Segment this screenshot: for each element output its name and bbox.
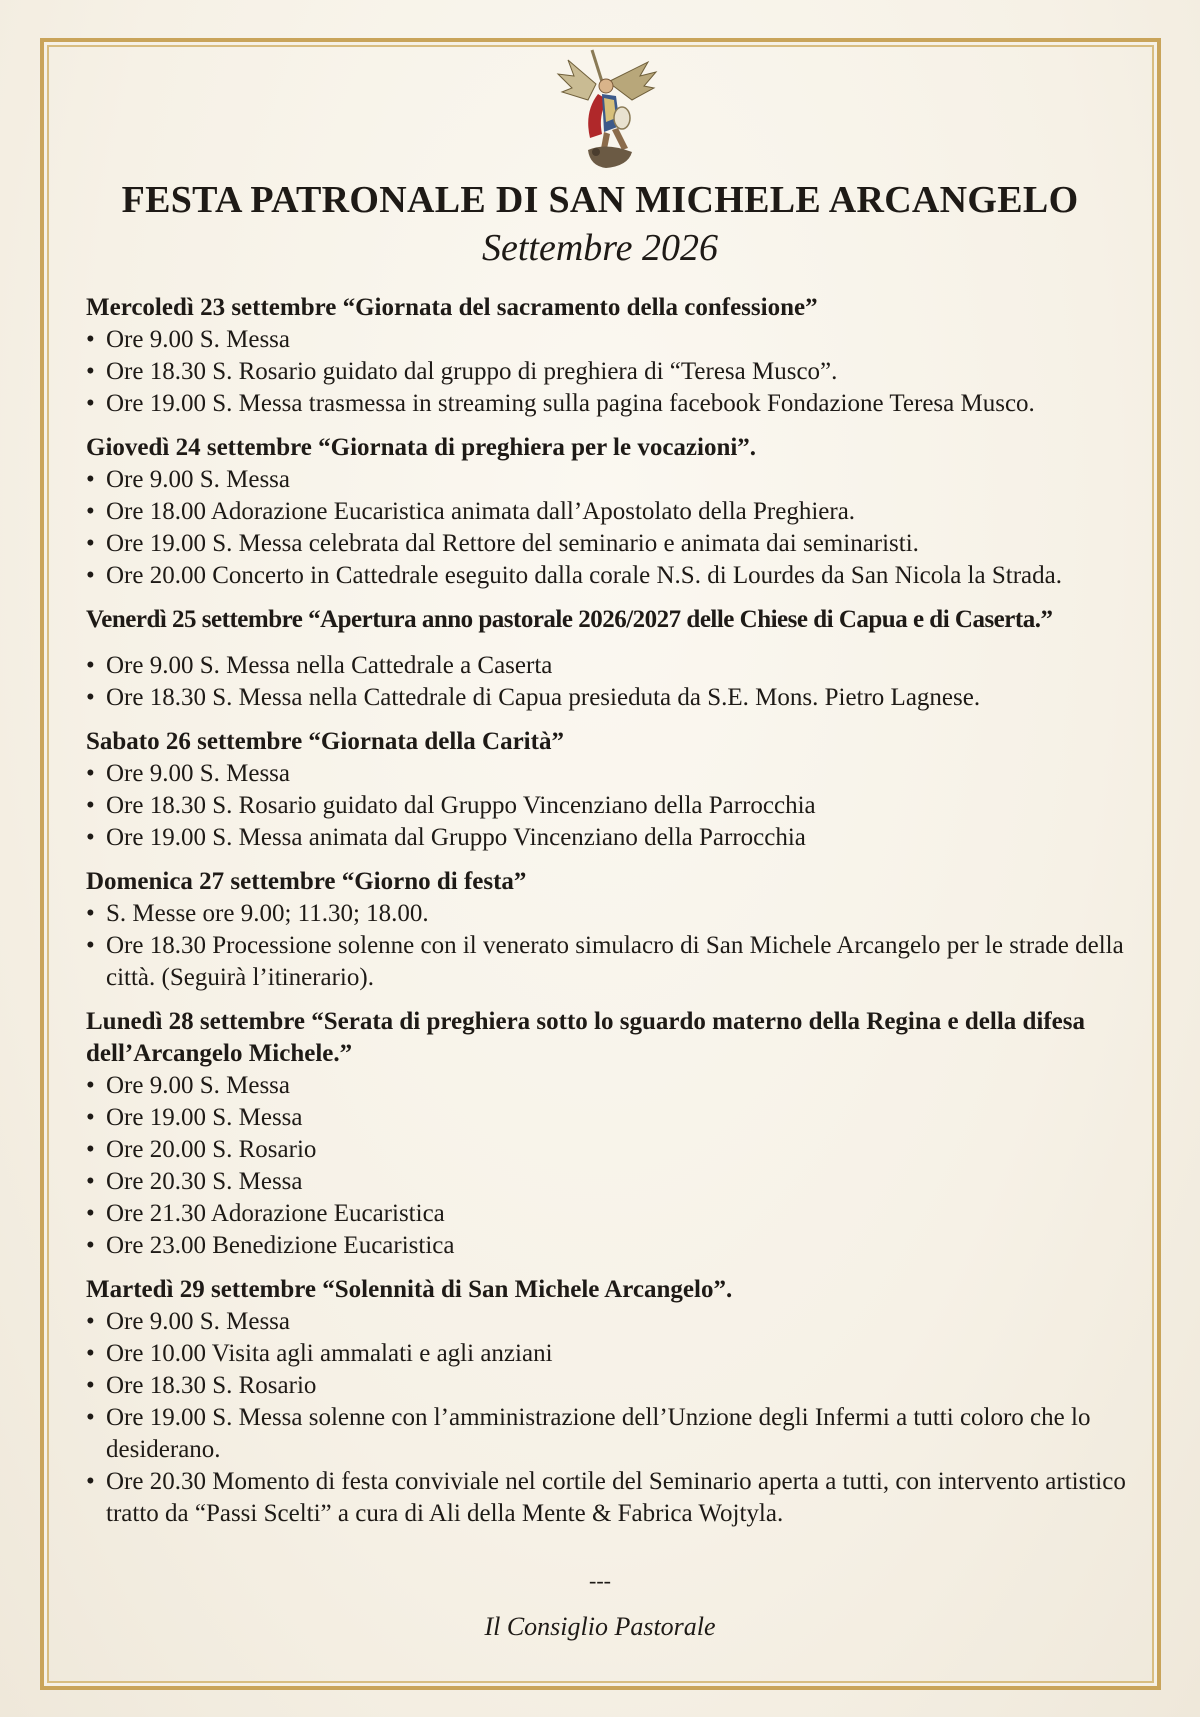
day-heading: Venerdì 25 settembre “Apertura anno pastorale 2026/2027 delle Chiese di Capua e di Caserta.”	[86, 606, 1053, 633]
event-list	[86, 324, 1146, 420]
bullet-icon: •	[86, 1468, 95, 1495]
bullet-icon: •	[86, 390, 95, 417]
day-section	[86, 1274, 1146, 1530]
event-item	[86, 1070, 1146, 1102]
event-text: Ore 10.00 Visita agli ammalati e agli anziani	[106, 1340, 553, 1367]
event-item	[86, 1466, 1146, 1530]
event-text: Ore 20.30 S. Messa	[106, 1168, 303, 1195]
separator: ---	[589, 1568, 611, 1593]
event-item	[86, 1198, 1146, 1230]
day-heading: Sabato 26 settembre “Giornata della Carità”	[86, 728, 564, 755]
event-item	[86, 388, 1146, 420]
event-list	[86, 1070, 1146, 1262]
event-item	[86, 464, 1146, 496]
bullet-icon: •	[86, 1104, 95, 1131]
event-item	[86, 1402, 1146, 1466]
schedule	[86, 292, 1146, 1542]
bullet-icon: •	[86, 1200, 95, 1227]
event-item	[86, 822, 1146, 854]
bullet-icon: •	[86, 530, 95, 557]
bullet-icon: •	[86, 1308, 95, 1335]
event-list	[86, 898, 1146, 994]
signature: Il Consiglio Pastorale	[484, 1612, 716, 1641]
event-text: Ore 18.30 S. Rosario guidato dal Gruppo Vincenziano della Parrocchia	[106, 792, 816, 819]
event-text: Ore 19.00 S. Messa trasmessa in streaming sulla pagina facebook Fondazione Teresa Musco.	[106, 390, 1035, 417]
event-item	[86, 1370, 1146, 1402]
day-section	[86, 726, 1146, 854]
bullet-icon: •	[86, 562, 95, 589]
bullet-icon: •	[86, 1072, 95, 1099]
page-subtitle: Settembre 2026	[481, 227, 719, 269]
page-title: FESTA PATRONALE DI SAN MICHELE ARCANGELO	[121, 179, 1079, 221]
event-item	[86, 1306, 1146, 1338]
bullet-icon: •	[86, 1232, 95, 1259]
bullet-icon: •	[86, 1340, 95, 1367]
event-item	[86, 528, 1146, 560]
event-text: Ore 9.00 S. Messa	[106, 326, 291, 353]
bullet-icon: •	[86, 824, 95, 851]
event-text: Ore 19.00 S. Messa animata dal Gruppo Vincenziano della Parrocchia	[106, 824, 806, 851]
bullet-icon: •	[86, 792, 95, 819]
bullet-icon: •	[86, 326, 95, 353]
event-text: Ore 9.00 S. Messa	[106, 760, 291, 787]
bullet-icon: •	[86, 498, 95, 525]
event-item	[86, 930, 1146, 994]
event-item	[86, 496, 1146, 528]
event-text: Ore 9.00 S. Messa	[106, 1308, 291, 1335]
day-heading: Martedì 29 settembre “Solennità di San Michele Arcangelo”.	[86, 1276, 733, 1303]
event-text: Ore 9.00 S. Messa nella Cattedrale a Caserta	[106, 652, 553, 679]
bullet-icon: •	[86, 900, 95, 927]
bullet-icon: •	[86, 466, 95, 493]
bullet-icon: •	[86, 932, 95, 959]
bullet-icon: •	[86, 1168, 95, 1195]
bullet-icon: •	[86, 652, 95, 679]
bullet-icon: •	[86, 358, 95, 385]
day-section	[86, 604, 1146, 714]
event-list	[86, 1306, 1146, 1530]
day-heading: Giovedì 24 settembre “Giornata di preghiera per le vocazioni”.	[86, 434, 757, 461]
event-text: Ore 19.00 S. Messa	[106, 1104, 303, 1131]
bullet-icon: •	[86, 1136, 95, 1163]
day-section	[86, 1006, 1146, 1262]
event-text: Ore 9.00 S. Messa	[106, 466, 291, 493]
event-item	[86, 650, 1146, 682]
event-text: Ore 18.30 S. Rosario	[106, 1372, 317, 1399]
archangel-michael-icon	[548, 42, 660, 172]
bullet-icon: •	[86, 1404, 95, 1431]
event-list	[86, 650, 1146, 714]
event-item	[86, 1166, 1146, 1198]
event-text: Ore 20.30 Momento di festa conviviale nel cortile del Seminario aperta a tutti, con intervento artistico tratto da “Passi Scelti” a cura di Ali della Mente & Fabrica Wojtyla.	[106, 1468, 1126, 1527]
event-text: Ore 21.30 Adorazione Eucaristica	[106, 1200, 445, 1227]
day-section	[86, 866, 1146, 994]
event-list	[86, 464, 1146, 592]
event-text: Ore 18.30 S. Rosario guidato dal gruppo di preghiera di “Teresa Musco”.	[106, 358, 838, 385]
event-item	[86, 560, 1146, 592]
event-text: Ore 20.00 Concerto in Cattedrale eseguito dalla corale N.S. di Lourdes da San Nicola la Strada.	[106, 562, 1062, 589]
event-text: Ore 20.00 S. Rosario	[106, 1136, 317, 1163]
event-item	[86, 1230, 1146, 1262]
event-text: Ore 9.00 S. Messa	[106, 1072, 291, 1099]
event-item	[86, 790, 1146, 822]
bullet-icon: •	[86, 760, 95, 787]
day-heading: Mercoledì 23 settembre “Giornata del sacramento della confessione”	[86, 294, 818, 321]
event-text: Ore 18.30 S. Messa nella Cattedrale di Capua presieduta da S.E. Mons. Pietro Lagnese.	[106, 684, 981, 711]
event-item	[86, 324, 1146, 356]
bullet-icon: •	[86, 684, 95, 711]
day-section	[86, 432, 1146, 592]
event-item	[86, 1102, 1146, 1134]
day-heading: Lunedì 28 settembre “Serata di preghiera sotto lo sguardo materno della Regina e della difesa dell’Arcangelo Michele.”	[86, 1008, 1086, 1067]
event-list	[86, 758, 1146, 854]
event-item	[86, 1134, 1146, 1166]
event-item	[86, 758, 1146, 790]
day-heading: Domenica 27 settembre “Giorno di festa”	[86, 868, 527, 895]
day-section	[86, 292, 1146, 420]
event-text: Ore 23.00 Benedizione Eucaristica	[106, 1232, 455, 1259]
event-text: Ore 18.30 Processione solenne con il venerato simulacro di San Michele Arcangelo per le strade della città. (Seguirà l’itinerario).	[106, 932, 1124, 991]
event-item	[86, 1338, 1146, 1370]
event-text: Ore 19.00 S. Messa solenne con l’amministrazione dell’Unzione degli Infermi a tutti coloro che lo desiderano.	[106, 1404, 1091, 1463]
event-item	[86, 898, 1146, 930]
bullet-icon: •	[86, 1372, 95, 1399]
event-text: Ore 18.00 Adorazione Eucaristica animata dall’Apostolato della Preghiera.	[106, 498, 856, 525]
event-text: S. Messe ore 9.00; 11.30; 18.00.	[106, 900, 429, 927]
event-item	[86, 682, 1146, 714]
event-item	[86, 356, 1146, 388]
event-text: Ore 19.00 S. Messa celebrata dal Rettore del seminario e animata dai seminaristi.	[106, 530, 919, 557]
